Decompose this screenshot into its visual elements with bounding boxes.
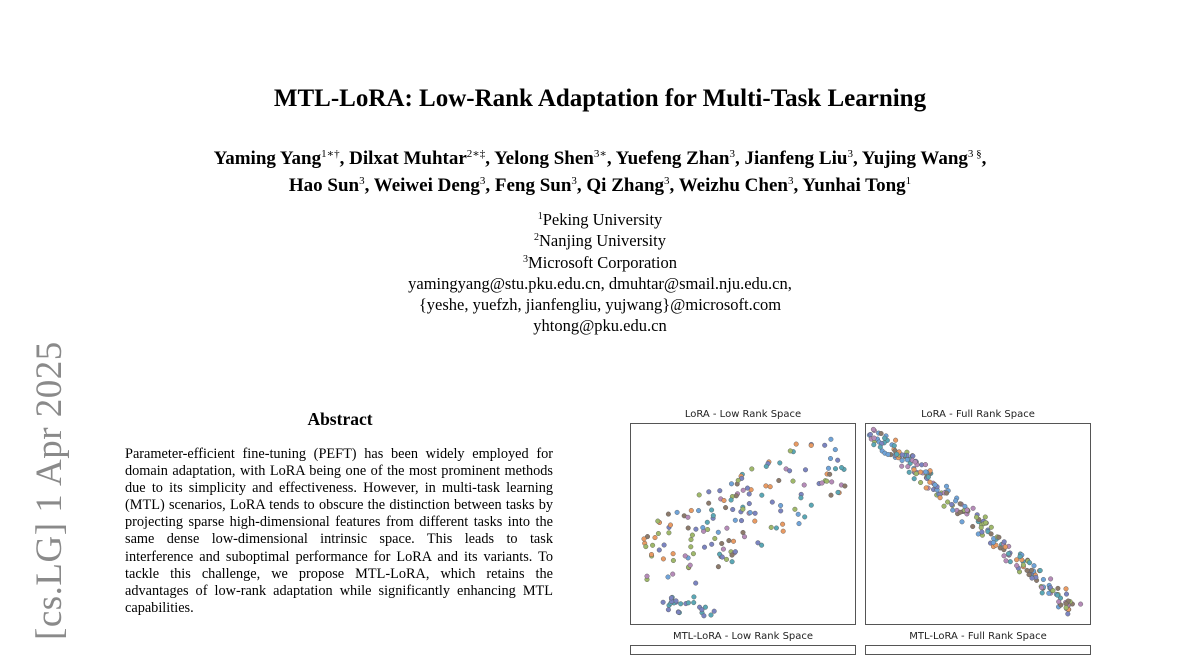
scatter-point [914,471,919,476]
affiliations-block [0,209,1200,337]
scatter-point [674,599,679,604]
scatter-point [693,581,698,586]
scatter-point [753,519,758,524]
scatter-point [774,526,779,531]
affiliation-name: Microsoft Corporation [528,252,677,272]
scatter-point [971,506,976,511]
scatter-point [690,533,695,538]
author-name: Yaming Yang [213,148,322,169]
author-name: Yelong Shen [494,148,594,169]
scatter-point [984,520,989,525]
author-affiliation-marker: 1 [905,175,912,187]
scatter-point [719,541,724,546]
scatter-point [720,555,725,560]
scatter-point [764,464,769,469]
scatter-point [730,559,735,564]
scatter-point [1002,554,1007,559]
scatter-point [958,510,963,515]
scatter-point [721,547,726,552]
scatter-point [1039,585,1044,590]
scatter-point [764,484,769,489]
scatter-point [809,443,814,448]
scatter-point [1008,559,1013,564]
scatter-point [965,508,970,513]
scatter-point [1004,559,1009,564]
scatter-point [1030,576,1035,581]
scatter-point [1064,605,1069,610]
author-separator: , [485,175,495,196]
scatter-point [716,530,721,535]
scatter-point [933,483,938,488]
scatter-point [809,503,814,508]
scatter-point [702,614,707,619]
scatter-point [649,552,654,557]
scatter-point [872,442,877,447]
scatter-point [892,443,897,448]
scatter-point [657,548,662,553]
scatter-point [797,521,802,526]
scatter-point [1047,591,1052,596]
scatter-lora-full [866,424,1090,624]
scatter-point [1021,563,1026,568]
affiliation-marker: 3 [523,253,529,265]
scatter-point [1064,587,1069,592]
scatter-point [958,502,963,507]
scatter-point [748,510,753,515]
scatter-point [683,554,688,559]
scatter-point [802,515,807,520]
scatter-point [667,531,672,536]
scatter-point [745,486,750,491]
scatter-point [707,490,712,495]
scatter-point [871,427,876,432]
scatter-point [777,478,782,483]
scatter-point [1014,563,1019,568]
scatter-point [739,518,744,523]
scatter-point [928,480,933,485]
scatter-point [644,544,649,549]
scatter-point [650,543,655,548]
scatter-point [727,538,732,543]
author-affiliation-marker: 3 [359,175,365,187]
author-list [100,145,1100,199]
scatter-point [688,563,693,568]
scatter-point [868,432,873,437]
scatter-point [828,456,833,461]
scatter-point [1041,577,1046,582]
scatter-point [734,494,739,499]
scatter-point [666,575,671,580]
scatter-lora-low [631,424,855,624]
scatter-point [950,508,955,513]
email-line-2: {yeshe, yuefzh, jianfengliu, yujwang}@microsoft.com [418,295,782,315]
panel-lora-full-rank [865,423,1091,625]
author-name: Jianfeng Liu [744,148,848,169]
scatter-point [912,476,917,481]
scatter-point [741,488,746,493]
panel-title-mtl-full: MTL-LoRA - Full Rank Space [909,631,1047,642]
scatter-point [886,452,891,457]
arxiv-side-stamp: [cs.LG] 1 Apr 2025 [29,341,70,640]
scatter-point [747,501,752,506]
scatter-point [689,545,694,550]
author-separator: , [606,148,616,169]
scatter-point [733,518,738,523]
abstract-body: Parameter-efficient fine-tuning (PEFT) has been widely employed for domain adaptation, with LoRA being one of the most prominent methods due to its simplicity and effectiveness. However, in multi-task learning (MTL) scenarios, LoRA tends to obscure the distinction between tasks by projecting sparse high-dimensional features from different tasks into the same dense low-dimensional intrinsic space. This leads to task interference and suboptimal performance for LoRA and its variants. To tackle this challenge, we propose MTL-LoRA, which retains the advantages of low-rank adaptation while significantly enhancing MTL capabilities. [125,446,553,616]
scatter-point [742,534,747,539]
scatter-point [686,515,691,520]
scatter-point [671,558,676,563]
scatter-point [788,449,793,454]
scatter-point [750,467,755,472]
author-name: Qi Zhang [586,175,665,196]
scatter-point [997,535,1002,540]
author-affiliation-marker: 3 [479,175,486,187]
scatter-point [656,531,661,536]
scatter-point [796,512,801,517]
scatter-point [689,537,694,542]
author-affiliation-marker: 3 [787,175,794,187]
scatter-point [825,479,830,484]
scatter-point [713,536,718,541]
scatter-point [974,515,979,520]
scatter-point [756,541,761,546]
scatter-point [724,557,729,562]
panel-mtl-lora-full-rank [865,645,1091,655]
scatter-point [942,504,947,509]
scatter-point [820,481,825,486]
scatter-point [781,529,786,534]
scatter-point [1027,560,1032,565]
email-line-3: yhtong@pku.edu.cn [533,316,667,336]
scatter-point [702,545,707,550]
scatter-point [723,505,728,510]
scatter-point [970,524,975,529]
author-name: Weizhu Chen [678,175,788,196]
author-affiliation-marker: 3 [847,148,853,160]
email-line-1: yamingyang@stu.pku.edu.cn, dmuhtar@smail.nju.edu.cn, [408,273,792,293]
author-affiliation-marker: 3 § [967,148,982,160]
scatter-point [1040,591,1045,596]
scatter-point [747,492,752,497]
scatter-point [1002,540,1007,545]
scatter-point [722,498,727,503]
scatter-point [989,525,994,530]
scatter-point [1051,588,1056,593]
scatter-point [1029,568,1034,573]
scatter-point [913,460,918,465]
scatter-point [1056,599,1061,604]
scatter-point [911,454,916,459]
scatter-point [944,484,949,489]
scatter-point [661,557,666,562]
author-affiliation-marker: 3 [571,175,577,187]
scatter-point [803,468,808,473]
scatter-point [1025,568,1030,573]
scatter-point [705,520,710,525]
scatter-point [924,486,929,491]
author-affiliation-marker: 3∗ [593,148,607,160]
scatter-point [1038,568,1043,573]
author-affiliation-marker: 3 [729,148,735,160]
scatter-point [675,510,680,515]
scatter-point [741,507,746,512]
scatter-point [802,483,807,488]
scatter-point [666,607,671,612]
affiliation-marker: 2 [534,232,540,244]
scatter-point [944,491,949,496]
author-name: Yuefeng Zhan [615,148,730,169]
scatter-point [923,470,928,475]
scatter-point [778,509,783,514]
scatter-point [701,525,706,530]
scatter-point [706,501,711,506]
scatter-point [661,600,666,605]
scatter-point [989,532,994,537]
author-separator: , [981,148,987,169]
scatter-point [653,535,658,540]
scatter-point [918,480,923,485]
scatter-point [1056,586,1061,591]
scatter-point [799,496,804,501]
scatter-point [1006,551,1011,556]
scatter-point [666,512,671,517]
scatter-point [793,507,798,512]
scatter-point [938,495,943,500]
scatter-point [1018,554,1023,559]
scatter-point [730,507,735,512]
scatter-point [829,480,834,485]
scatter-point [983,515,988,520]
scatter-point [780,522,785,527]
scatter-point [893,438,898,443]
scatter-point [645,574,650,579]
scatter-point [787,469,792,474]
author-separator: , [852,148,862,169]
scatter-point [670,572,675,577]
scatter-point [833,466,838,471]
scatter-point [822,443,827,448]
scatter-point [733,549,738,554]
scatter-point [829,437,834,442]
scatter-point [697,493,702,498]
scatter-point [778,503,783,508]
author-name: Hao Sun [288,175,360,196]
scatter-point [912,467,917,472]
affiliation-microsoft [0,252,1200,273]
panel-mtl-lora-low-rank [630,645,856,655]
scatter-point [668,523,673,528]
scatter-point [1003,545,1008,550]
affiliation-marker: 1 [537,211,543,222]
scatter-point [712,609,717,614]
scatter-point [839,465,844,470]
scatter-point [669,596,674,601]
scatter-point [980,530,985,535]
author-separator: , [485,148,495,169]
scatter-point [709,613,714,618]
scatter-point [791,479,796,484]
scatter-point [709,542,714,547]
scatter-point [894,452,899,457]
scatter-point [696,508,701,513]
scatter-point [953,499,958,504]
authors-line-1 [100,145,1100,172]
scatter-point [656,519,661,524]
scatter-point [899,464,904,469]
scatter-point [843,484,848,489]
scatter-point [760,493,765,498]
scatter-point [926,475,931,480]
scatter-point [729,482,734,487]
panel-lora-low-rank [630,423,856,625]
author-name: Yujing Wang [861,148,968,169]
scatter-point [709,508,714,513]
scatter-point [753,511,758,516]
scatter-point [678,602,683,607]
scatter-point [794,442,799,447]
author-affiliation-marker: 1∗† [321,148,340,160]
scatter-point [960,520,965,525]
panel-title-lora-low: LoRA - Low Rank Space [684,409,802,420]
scatter-point [741,530,746,535]
scatter-point [979,525,984,530]
scatter-point [691,600,696,605]
affiliation-nanjing [0,230,1200,251]
scatter-point [1032,563,1037,568]
affiliation-name: Peking University [542,210,663,229]
scatter-point [878,445,883,450]
author-affiliation-marker: 3 [664,175,670,187]
scatter-point [900,458,905,463]
author-name: Yunhai Tong [802,175,906,196]
panel-title-mtl-low: MTL-LoRA - Low Rank Space [672,631,814,642]
scatter-point [918,470,923,475]
author-separator: , [793,175,803,196]
scatter-point [833,447,838,452]
scatter-point [879,431,884,436]
author-affiliation-marker: 2∗‡ [466,148,486,160]
scatter-point [827,472,832,477]
scatter-point [906,464,911,469]
scatter-point [729,498,734,503]
scatter-point [676,610,681,615]
scatter-point [725,526,730,531]
scatter-point [923,462,928,467]
scatter-point [778,461,783,466]
scatter-point [686,601,691,606]
scatter-point [718,488,723,493]
scatter-point [768,484,773,489]
scatter-point [826,466,831,471]
scatter-point [1078,602,1083,607]
scatter-point [769,525,774,530]
author-separator: , [364,175,374,196]
scatter-point [1066,612,1071,617]
scatter-point [835,458,840,463]
scatter-point [945,500,950,505]
scatter-point [991,540,996,545]
scatter-point [642,537,647,542]
authors-line-2 [100,172,1100,199]
scatter-point [1064,592,1069,597]
scatter-point [692,595,697,600]
author-name: Weiwei Deng [373,175,480,196]
author-separator: , [576,175,587,196]
scatter-point [872,436,877,441]
panel-title-lora-full: LoRA - Full Rank Space [921,409,1035,420]
scatter-point [662,543,667,548]
scatter-point [716,564,721,569]
scatter-point [700,607,705,612]
scatter-point [1055,593,1060,598]
scatter-point [691,551,696,556]
scatter-point [836,490,841,495]
scatter-point [711,513,716,518]
scatter-point [731,539,736,544]
scatter-point [730,553,735,558]
scatter-point [686,526,691,531]
scatter-point [736,478,741,483]
affiliation-peking [0,209,1200,230]
scatter-point [900,453,905,458]
author-name: Feng Sun [494,175,572,196]
author-separator: , [735,148,745,169]
abstract-heading: Abstract [307,409,373,429]
scatter-point [671,551,676,556]
scatter-point [829,493,834,498]
scatter-point [694,527,699,532]
author-separator: , [669,175,679,196]
scatter-point [949,502,954,507]
scatter-point [1048,577,1053,582]
scatter-point [882,436,887,441]
scatter-point [770,500,775,505]
scatter-point [689,508,694,513]
paper-title: MTL-LoRA: Low-Rank Adaptation for Multi-Task Learning [273,85,927,112]
affiliation-name: Nanjing University [539,231,666,251]
author-separator: , [339,148,350,169]
author-name: Dilxat Muhtar [349,148,467,169]
scatter-point [907,470,912,475]
